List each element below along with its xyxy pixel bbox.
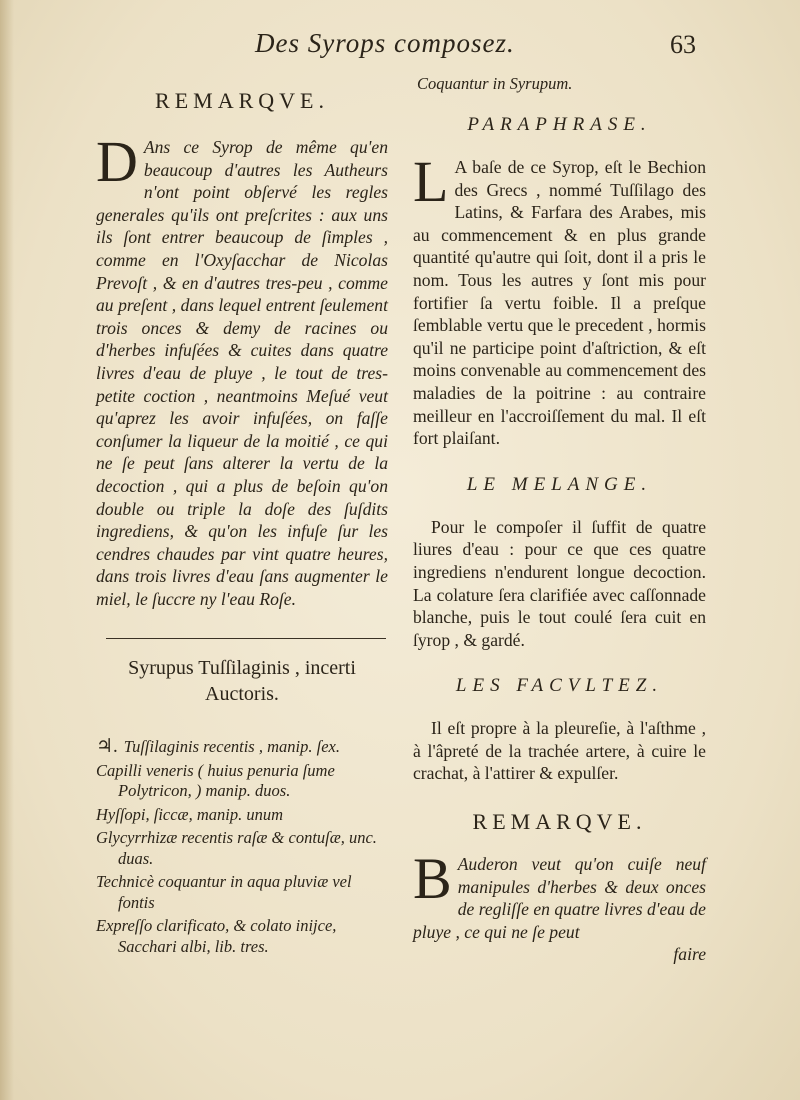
recipe-line: Hyſſopi, ſiccæ, manip. unum [96, 804, 283, 824]
syrup-title: Syrupus Tuſſilaginis , incerti Auctoris. [128, 657, 356, 706]
recipe-line: Expreſſo clarificato, & colato inijce, Sacchari albi, lib. tres. [96, 916, 337, 956]
facultez-paragraph: Il eſt propre à la pleureſie, à l'aſthme , à l'âpreté de la trachée artere, à cuire le crachat, à l'attirer & expulſer. [413, 718, 706, 784]
melange-paragraph: Pour le compoſer il ſuffit de quatre liures d'eau : pour ce que ces quatre ingrediens n'endurent longue decoction. La colature ſera clarifiée avec caſſonnade blanche, puis le tout coulé ſera cuit en ſyrop , & gardé. [413, 516, 706, 650]
melange-heading: LE MELANGE. [466, 473, 653, 495]
coquantur-line: Coquantur in Syrupum. [417, 74, 573, 93]
running-title: Des Syrops composez. [255, 28, 515, 58]
left-column [96, 88, 388, 960]
catchword: faire [673, 944, 706, 965]
drop-cap: B [413, 846, 452, 912]
recipe-symbol: ♃. [96, 736, 118, 758]
remarque-paragraph-2 [413, 846, 706, 943]
recipe-line: Capilli veneris ( huius penuria ſume Polytricon, ) manip. duos. [96, 760, 335, 801]
drop-cap: D [96, 129, 138, 194]
remarque-text-2: Auderon veut qu'on cuiſe neuf manipules d'herbes & deux onces de regliſſe en quatre livres d'eau de pluye , ce qui ne ſe peut [413, 854, 706, 942]
remarque-paragraph [96, 129, 388, 610]
recipe-line: Glycyrrhizæ recentis raſæ & contuſæ, unc. duas. [96, 828, 377, 868]
paraphrase-paragraph [413, 149, 706, 450]
page-number: 63 [670, 30, 696, 59]
right-column [413, 74, 706, 966]
recipe-line: Technicè coquantur in aqua pluviæ vel fontis [96, 872, 352, 912]
page-gutter-shadow [0, 0, 14, 1100]
recipe-line [96, 737, 388, 758]
section-rule [106, 638, 386, 639]
facultez-heading: LES FACVLTEZ. [455, 675, 664, 697]
remarque-heading-2: REMARQVE. [472, 809, 647, 835]
drop-cap: L [413, 149, 449, 214]
paraphrase-text: A baſe de ce Syrop, eſt le Bechion des Grecs , nommé Tuſſilago des Latins, & Farfara des Arabes, mis au commencement & en plus grande quantité qu'autre qui ſoit, dont il a pris le nom. Tous les autres y ſont mis pour fortifier ſa vertu foible. Il a preſque ſemblable vertu que le precedent , hormis qu'il ne participe point d'aſtriction, & eſt moins convenable au commencement des maladies de la poitrine : au contraire meilleur en l'accroiſſement du mal. Il eſt fort plaiſant. [413, 157, 706, 449]
recipe-line-text: Tuſſilaginis recentis , manip. ſex. [123, 737, 340, 757]
paraphrase-heading: PARAPHRASE. [467, 114, 652, 135]
recipe-list [96, 737, 388, 957]
remarque-heading: REMARQVE. [155, 88, 329, 113]
remarque-text: Ans ce Syrop de même qu'en beaucoup d'autres les Autheurs n'ont point obſervé les regles generales qu'ils ont preſcrites : aux uns ils ſont entrer beaucoup de ſimples , comme en l'Oxyſacchar de Nicolas Prevoſt , & en d'autres tres-peu , comme au preſent , dans lequel entrent ſeulement trois onces & demy de racines ou d'herbes infuſées & cuites dans quatre livres d'eau de pluye , le tout de tres-petite coction , neantmoins Meſué veut qu'aprez les avoir infuſées, on faſſe conſumer la liqueur de la moitié , ce qui ne ſe peut ſans alterer la vertu de la decoction , qui a plus de beſoin qu'on double ou triple la doſe des ſuſdits ingrediens, & qu'on les infuſe ſur les cendres chaudes par vint quatre heures, dans trois livres d'eau ſans augmenter le miel, le ſuccre ny l'eau Roſe. [96, 137, 388, 609]
